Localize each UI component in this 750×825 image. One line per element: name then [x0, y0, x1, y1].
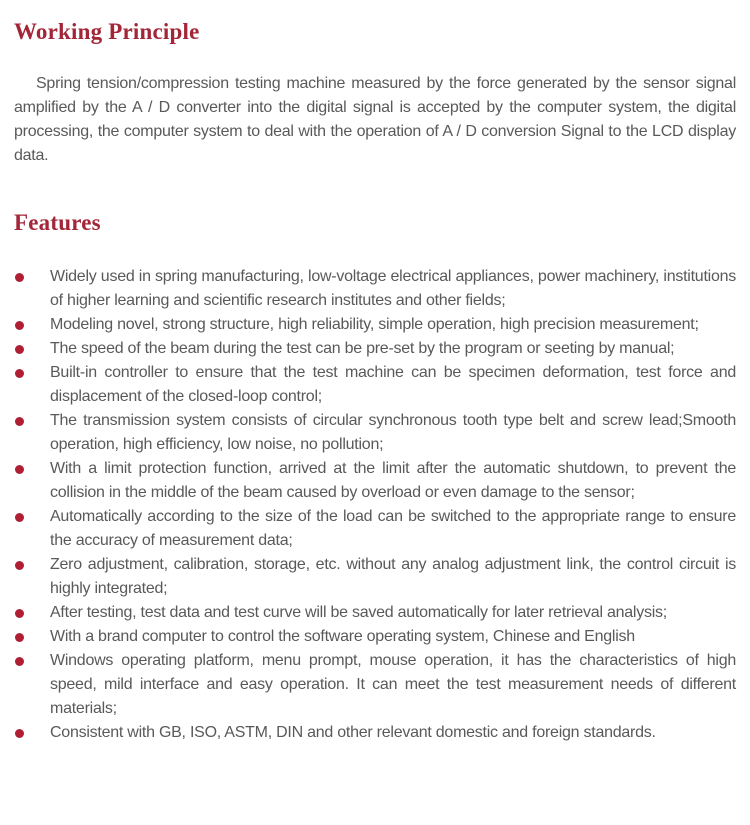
- product-description-page: [0, 18, 750, 825]
- bullet-icon: [15, 345, 24, 354]
- bullet-icon: [15, 513, 24, 522]
- list-item-text: The speed of the beam during the test can be pre-set by the program or seeting by manual;: [50, 340, 675, 357]
- list-item: [14, 601, 736, 625]
- list-item: [14, 625, 736, 649]
- list-item-text: With a limit protection function, arrived at the limit after the automatic shutdown, to prevent the collision in the middle of the beam caused by overload or even damage to the sensor;: [50, 460, 736, 501]
- list-item: [14, 409, 736, 457]
- list-item-text: Zero adjustment, calibration, storage, etc. without any analog adjustment link, the control circuit is highly integrated;: [50, 556, 736, 597]
- list-item-text: Built-in controller to ensure that the test machine can be specimen deformation, test force and displacement of the closed-loop control;: [50, 364, 736, 405]
- working-principle-heading: Working Principle: [14, 19, 200, 44]
- list-item-text: Windows operating platform, menu prompt, mouse operation, it has the characteristics of high speed, mild interface and easy operation. It can meet the test measurement needs of different materials;: [50, 652, 736, 717]
- bullet-icon: [15, 465, 24, 474]
- list-item: [14, 505, 736, 553]
- working-principle-paragraph: Spring tension/compression testing machine measured by the force generated by the sensor signal amplified by the A / D converter into the digital signal is accepted by the computer system, the digital processing, the computer system to deal with the operation of A / D conversion Signal to the LCD display data.: [14, 75, 736, 164]
- list-item-text: Widely used in spring manufacturing, low-voltage electrical appliances, power machinery, institutions of higher learning and scientific research institutes and other fields;: [50, 268, 736, 309]
- bullet-icon: [15, 609, 24, 618]
- bullet-icon: [15, 273, 24, 282]
- bullet-icon: [15, 417, 24, 426]
- list-item: [14, 553, 736, 601]
- bullet-icon: [15, 633, 24, 642]
- list-item-text: With a brand computer to control the software operating system, Chinese and English: [50, 628, 635, 645]
- list-item: [14, 361, 736, 409]
- bullet-icon: [15, 321, 24, 330]
- list-item: [14, 457, 736, 505]
- features-heading: Features: [14, 210, 101, 235]
- list-item-text: Automatically according to the size of the load can be switched to the appropriate range to ensure the accuracy of measurement data;: [50, 508, 736, 549]
- features-list: [14, 265, 736, 745]
- list-item: [14, 649, 736, 721]
- bullet-icon: [15, 561, 24, 570]
- list-item-text: After testing, test data and test curve will be saved automatically for later retrieval analysis;: [50, 604, 667, 621]
- bullet-icon: [15, 657, 24, 666]
- list-item: [14, 313, 736, 337]
- list-item: [14, 337, 736, 361]
- bullet-icon: [15, 729, 24, 738]
- list-item-text: The transmission system consists of circular synchronous tooth type belt and screw lead;Smooth operation, high efficiency, low noise, no pollution;: [50, 412, 736, 453]
- bullet-icon: [15, 369, 24, 378]
- list-item: [14, 721, 736, 745]
- list-item-text: Modeling novel, strong structure, high reliability, simple operation, high precision measurement;: [50, 316, 699, 333]
- list-item-text: Consistent with GB, ISO, ASTM, DIN and other relevant domestic and foreign standards.: [50, 724, 656, 741]
- list-item: [14, 265, 736, 313]
